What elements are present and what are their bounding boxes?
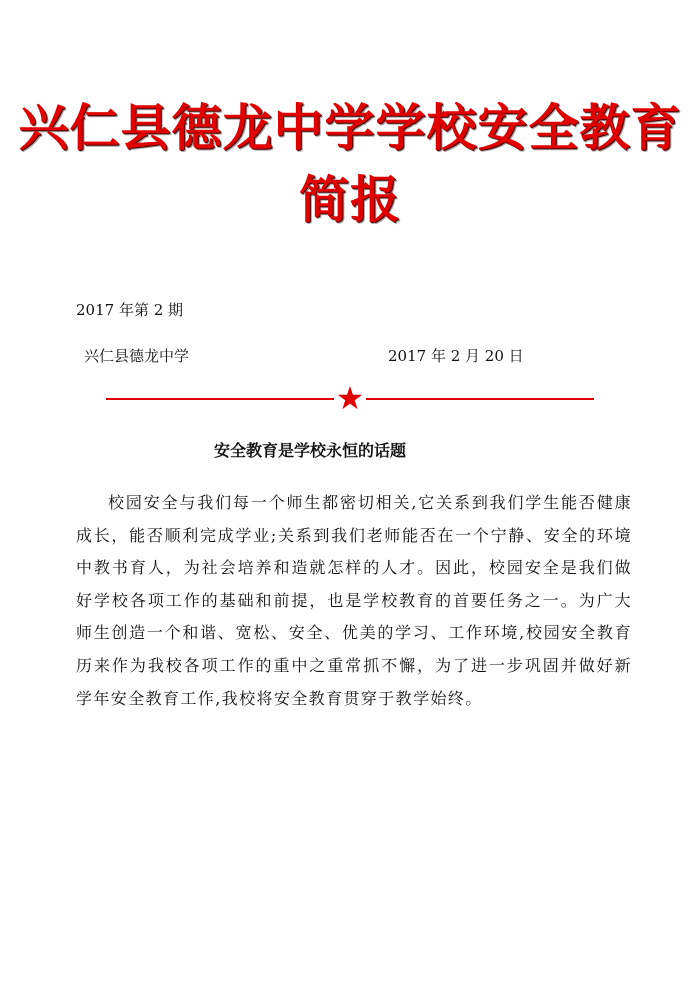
article-heading: 安全教育是学校永恒的话题 — [213, 441, 406, 460]
bulletin-title-subtitle: 简报 — [299, 171, 401, 229]
school-name: 兴仁县德龙中学 — [84, 347, 190, 365]
divider-line-left — [106, 398, 334, 400]
article-paragraph: 校园安全与我们每一个师生都密切相关,它关系到我们学生能否健康成长，能否顺利完成学业;关系到我们老师能否在一个宁静、安全的环境中教书育人，为社会培养和造就怎样的人才。因此，校园安全是我们做好学校各项工作的基础和前提，也是学校教育的首要任务之一。为广大师生创造一个和谐、宽松、安全、优美的学习、工作环境,校园安全教育历来作为我校各项工作的重中之重常抓不懈，为了进一步巩固并做好新学年安全教育工作,我校将安全教育贯穿于教学始终。 — [76, 493, 632, 708]
bulletin-title: 兴仁县德龙中学学校安全教育 — [18, 99, 682, 157]
star-icon: ★ — [335, 379, 365, 417]
issue-number: 2017 年第 2 期 — [76, 301, 184, 319]
issue-date: 2017 年 2 月 20 日 — [388, 347, 524, 365]
divider-line-right — [366, 398, 594, 400]
